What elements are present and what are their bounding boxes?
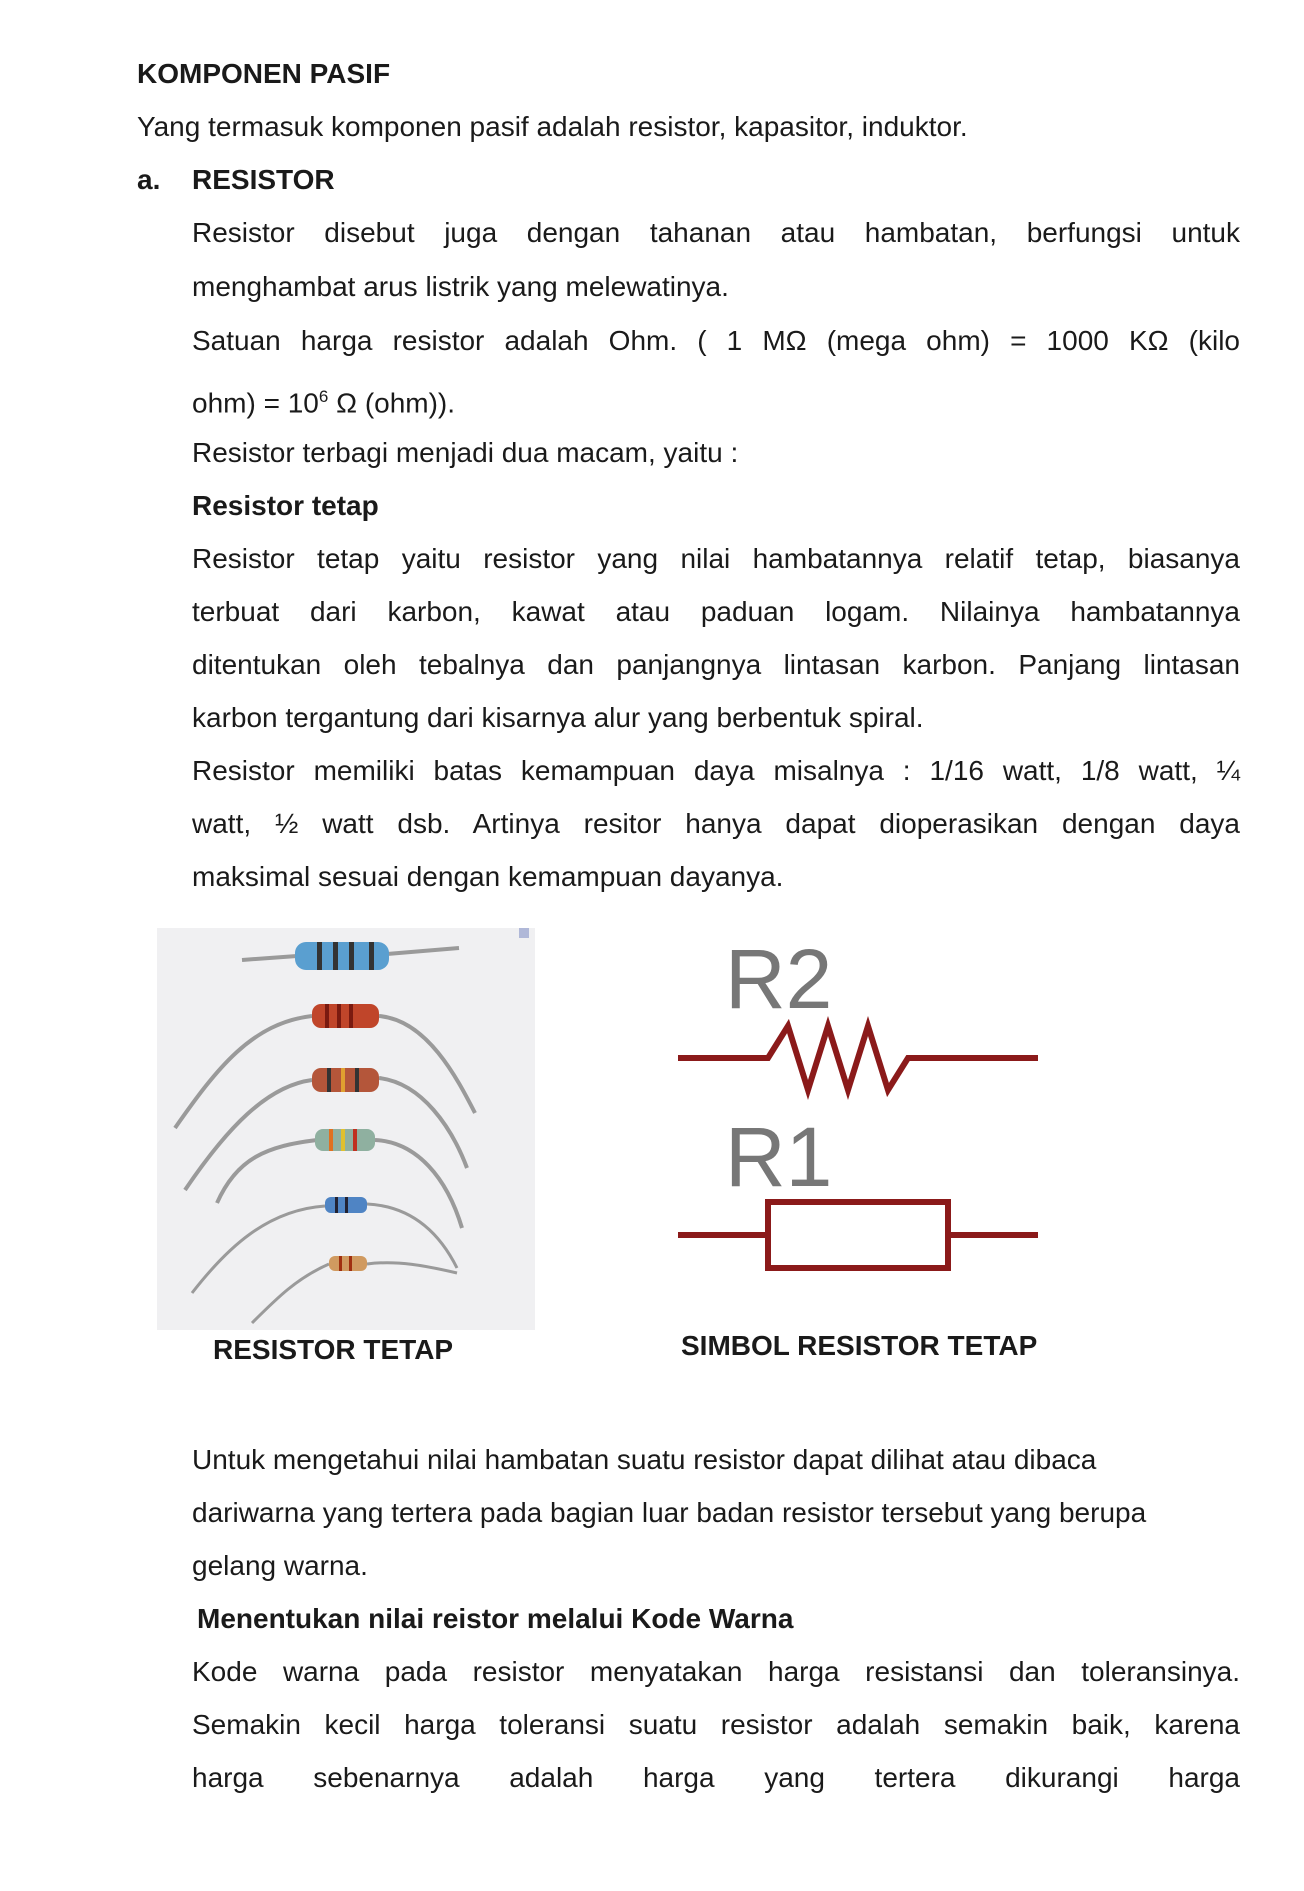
paragraph-line: ditentukan oleh tebalnya dan panjangnya lintasan karbon. Panjang lintasan [192, 649, 1240, 680]
paragraph-line: gelang warna. [192, 1550, 368, 1581]
paragraph-line: menghambat arus listrik yang melewatinya. [192, 271, 729, 302]
section-title: RESISTOR [192, 164, 335, 195]
paragraph-line: terbuat dari karbon, kawat atau paduan logam. Nilainya hambatannya [192, 596, 1240, 627]
symbol-label-r2: R2 [725, 932, 833, 1026]
intro-text: Yang termasuk komponen pasif adalah resistor, kapasitor, induktor. [137, 111, 968, 142]
subheading-color-code: Menentukan nilai reistor melalui Kode Warna [197, 1603, 794, 1634]
paragraph-line: harga sebenarnya adalah harga yang tertera dikurangi harga [192, 1762, 1240, 1793]
paragraph-line: Resistor terbagi menjadi dua macam, yaitu : [192, 437, 739, 468]
exponent: 6 [318, 387, 329, 406]
symbol-caption: SIMBOL RESISTOR TETAP [681, 1330, 1038, 1361]
paragraph-line: maksimal sesuai dengan kemampuan dayanya. [192, 861, 784, 892]
paragraph-line: dariwarna yang tertera pada bagian luar badan resistor tersebut yang berupa [192, 1497, 1147, 1528]
photo-caption: RESISTOR TETAP [213, 1334, 454, 1365]
paragraph-line [192, 380, 455, 420]
paragraph-line: Untuk mengetahui nilai hambatan suatu resistor dapat dilihat atau dibaca [192, 1444, 1097, 1475]
resistor-box-symbol [768, 1202, 948, 1268]
resistor-zigzag-symbol [678, 1026, 1038, 1090]
paragraph-line: Kode warna pada resistor menyatakan harga resistansi dan toleransinya. [192, 1656, 1240, 1687]
paragraph-line: Resistor memiliki batas kemampuan daya misalnya : 1/16 watt, 1/8 watt, ¼ [192, 755, 1240, 786]
page-heading: KOMPONEN PASIF [137, 58, 391, 89]
paragraph-line: Semakin kecil harga toleransi suatu resistor adalah semakin baik, karena [192, 1709, 1240, 1740]
symbol-label-r1: R1 [725, 1110, 833, 1204]
section-marker: a. [137, 164, 161, 195]
paragraph-line: Satuan harga resistor adalah Ohm. ( 1 MΩ (mega ohm) = 1000 KΩ (kilo [192, 325, 1240, 356]
resistor-symbol-diagram [670, 928, 1050, 1286]
paragraph-line: karbon tergantung dari kisarnya alur yang berbentuk spiral. [192, 702, 924, 733]
paragraph-line: Resistor tetap yaitu resistor yang nilai hambatannya relatif tetap, biasanya [192, 543, 1240, 574]
subheading-fixed-resistor: Resistor tetap [192, 490, 379, 521]
paragraph-line: Resistor disebut juga dengan tahanan atau hambatan, berfungsi untuk [192, 217, 1240, 248]
resistor-photo [157, 928, 535, 1330]
paragraph-line: watt, ½ watt dsb. Artinya resitor hanya dapat dioperasikan dengan daya [192, 808, 1240, 839]
unit-text: ohm) = 10 [192, 387, 319, 419]
unit-text: Ω (ohm)). [328, 387, 456, 419]
